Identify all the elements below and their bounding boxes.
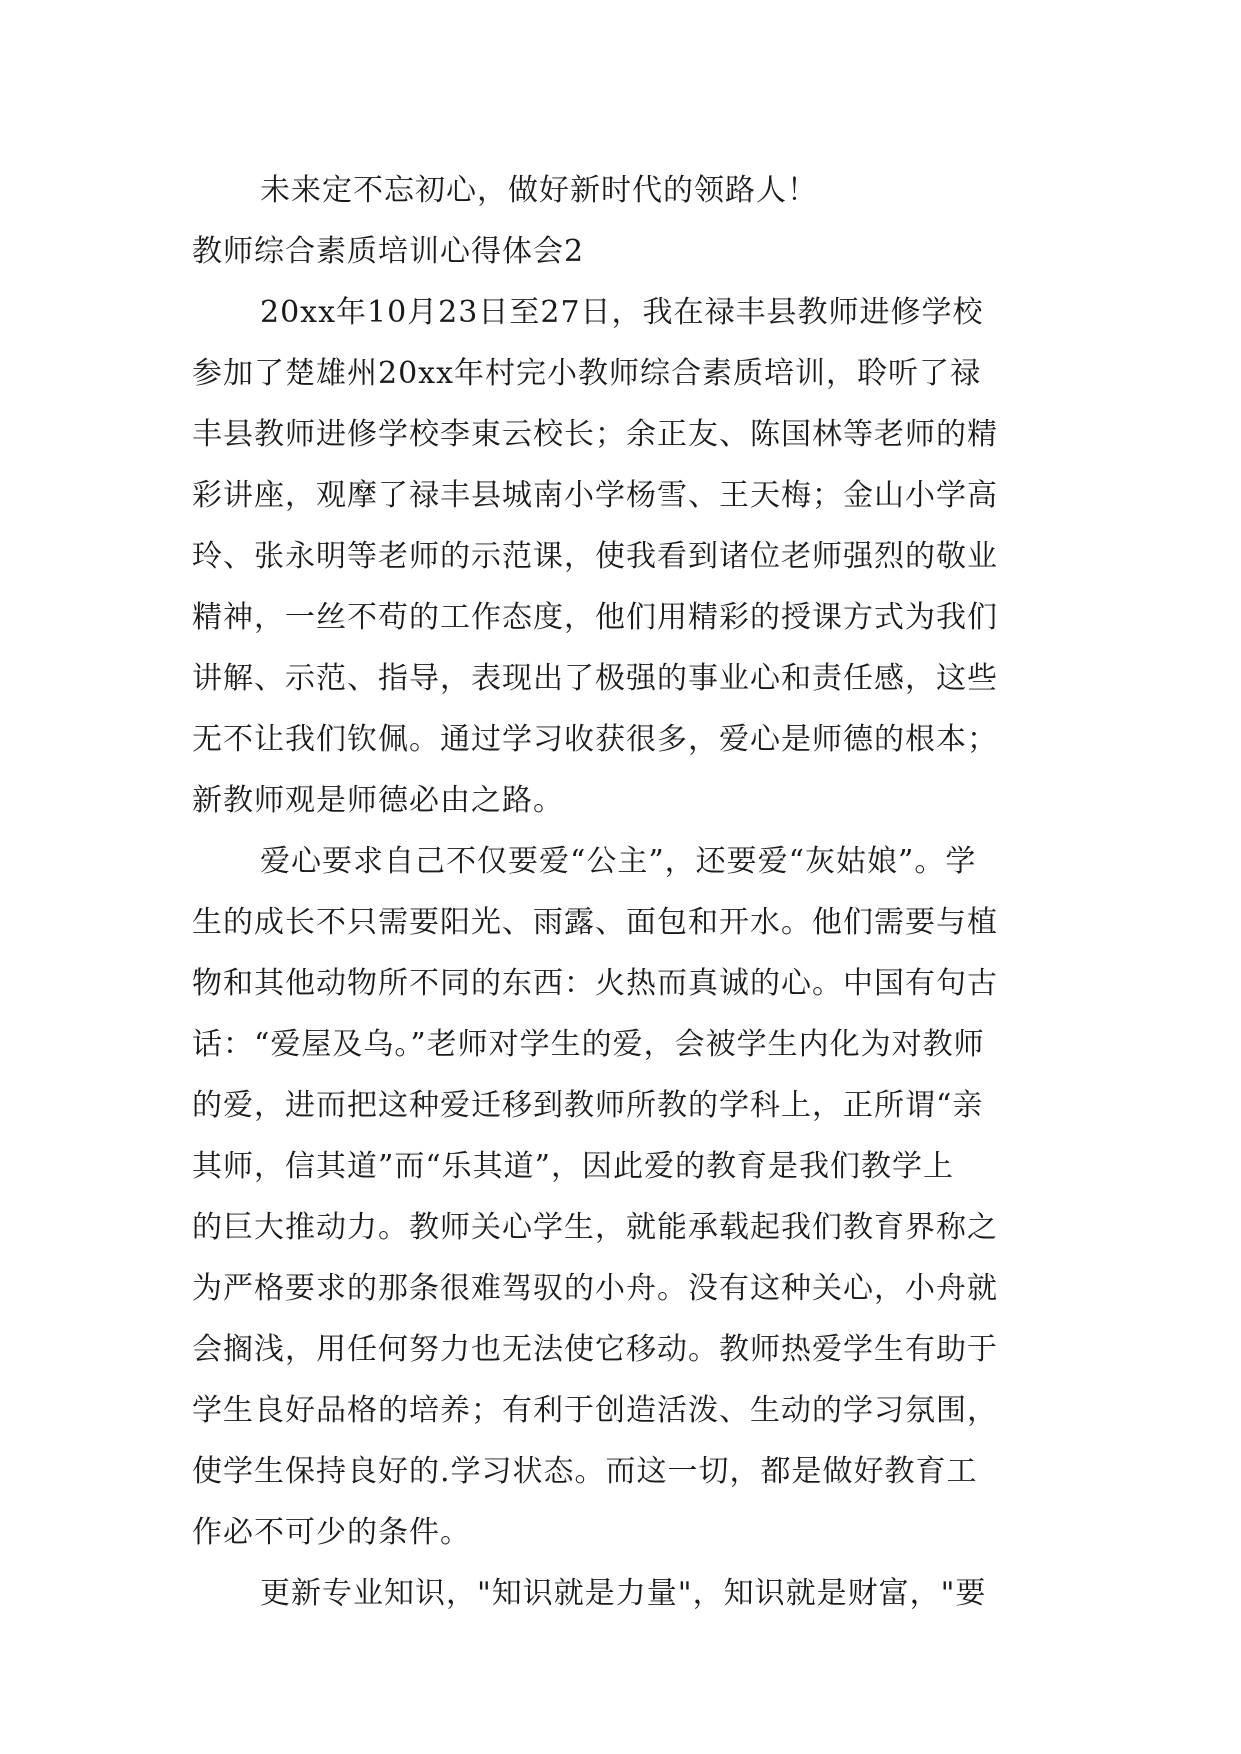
text-line: 的爱，进而把这种爱迁移到教师所教的学科上，正所谓“亲 — [192, 1088, 984, 1123]
text-line: 更新专业知识，"知识就是力量"，知识就是财富，"要 — [260, 1576, 987, 1611]
text-line: 使学生保持良好的.学习状态。而这一切，都是做好教育工 — [192, 1454, 978, 1489]
text-line: 会搁浅，用任何努力也无法使它移动。教师热爱学生有助于 — [192, 1332, 998, 1367]
text-line: 20xx年10月23日至27日，我在禄丰县教师进修学校 — [260, 295, 984, 330]
text-line: 新教师观是师德必由之路。 — [192, 783, 564, 818]
text-line: 彩讲座，观摩了禄丰县城南小学杨雪、王天梅；金山小学高 — [192, 478, 998, 513]
text-line: 话：“爱屋及乌。”老师对学生的爱，会被学生内化为对教师 — [192, 1027, 985, 1062]
text-line: 生的成长不只需要阳光、雨露、面包和开水。他们需要与植 — [192, 905, 998, 940]
section-title: 教师综合素质培训心得体会2 — [192, 234, 585, 269]
text-line: 精神，一丝不苟的工作态度，他们用精彩的授课方式为我们 — [192, 600, 998, 635]
document-body — [192, 160, 1052, 1624]
text-line: 为严格要求的那条很难驾驭的小舟。没有这种关心，小舟就 — [192, 1271, 998, 1306]
text-line: 丰县教师进修学校李東云校长；余正友、陈国林等老师的精 — [192, 417, 998, 452]
text-line: 作必不可少的条件。 — [192, 1515, 471, 1550]
text-line: 玲、张永明等老师的示范课，使我看到诸位老师强烈的敬业 — [192, 539, 998, 574]
text-line: 参加了楚雄州20xx年村完小教师综合素质培训，聆听了禄 — [192, 356, 982, 391]
text-line: 未来定不忘初心，做好新时代的领路人！ — [260, 173, 818, 208]
text-line: 无不让我们钦佩。通过学习收获很多，爱心是师德的根本； — [192, 722, 998, 757]
text-line: 的巨大推动力。教师关心学生，就能承载起我们教育界称之 — [192, 1210, 998, 1245]
text-line: 学生良好品格的培养；有利于创造活泼、生动的学习氛围， — [192, 1393, 998, 1428]
text-line: 爱心要求自己不仅要爱“公主”，还要爱“灰姑娘”。学 — [260, 844, 977, 879]
text-line: 讲解、示范、指导，表现出了极强的事业心和责任感，这些 — [192, 661, 998, 696]
text-line: 其师，信其道”而“乐其道”，因此爱的教育是我们教学上 — [192, 1149, 955, 1184]
text-line: 物和其他动物所不同的东西：火热而真诚的心。中国有句古 — [192, 966, 998, 1001]
